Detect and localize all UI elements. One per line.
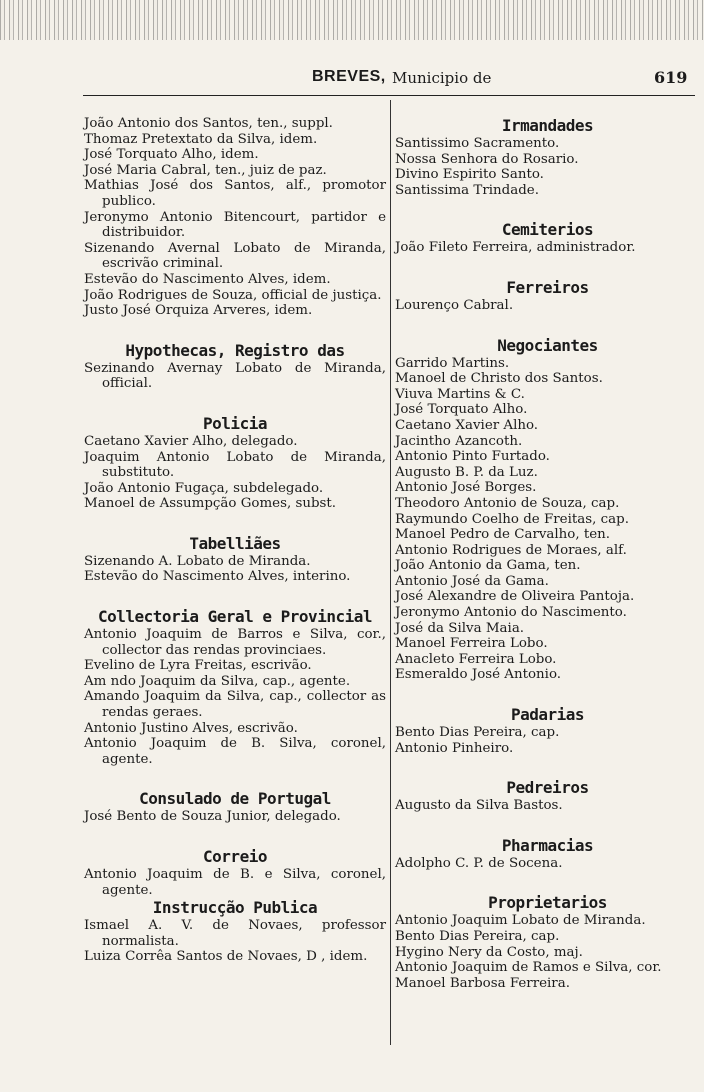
entry: Jacintho Azancoth. xyxy=(395,433,523,449)
entry: Anacleto Ferreira Lobo. xyxy=(395,651,557,667)
entry: José Bento de Souza Junior, delegado. xyxy=(84,809,341,825)
entry: Augusto B. P. da Luz. xyxy=(395,464,538,480)
entry: João Antonio Fugaça, subdelegado. xyxy=(84,480,324,496)
entry: Nossa Senhora do Rosario. xyxy=(395,151,579,167)
entry: Joaquim Antonio Lobato de Miranda, substituto. xyxy=(84,449,386,481)
entry: João Fileto Ferreira, administrador. xyxy=(395,240,636,256)
section-heading-padarias: Padarias xyxy=(510,705,585,725)
section-heading-pedreiros: Pedreiros xyxy=(506,778,589,798)
section-heading-negociantes: Negociantes xyxy=(497,335,598,355)
entry: Jeronymo Antonio Bitencourt, partidor e distribuidor. xyxy=(84,209,386,241)
entry: Antonio Joaquim de B. e Silva, coronel, agente. xyxy=(84,867,386,898)
municipality-name: BREVES, xyxy=(312,68,386,85)
entry: Jeronymo Antonio do Nascimento. xyxy=(395,605,627,621)
entry: Estevão do Nascimento Alves, interino. xyxy=(84,569,351,585)
section-heading-proprietarios: Proprietarios xyxy=(488,893,607,913)
section-heading-cemiterios: Cemiterios xyxy=(501,220,594,240)
entry: José Maria Cabral, ten., juiz de paz. xyxy=(84,162,327,178)
entry: Adolpho C. P. de Socena. xyxy=(395,855,563,871)
entry: Raymundo Coelho de Freitas, cap. xyxy=(395,511,629,527)
header-subtitle: Municipio de xyxy=(392,69,492,87)
entry: Antonio José da Gama. xyxy=(395,573,549,589)
page-number: 619 xyxy=(654,68,688,87)
entry: Theodoro Antonio de Souza, cap. xyxy=(395,495,620,511)
section-heading-correio: Correio xyxy=(203,847,267,866)
entry: Manoel Barbosa Ferreira. xyxy=(395,975,570,991)
entry: Antonio Justino Alves, escrivão. xyxy=(84,720,298,736)
section-heading-consulado: Consulado de Portugal xyxy=(139,789,331,809)
entry: Manoel de Assumpção Gomes, subst. xyxy=(84,496,337,512)
entry: Manoel Ferreira Lobo. xyxy=(395,636,548,652)
entry: Amando Joaquim da Silva, cap., collector as rendas geraes. xyxy=(84,689,386,721)
section-heading-irmandades: Irmandades xyxy=(501,116,594,135)
entry: Mathias José dos Santos, alf., promotor publico. xyxy=(84,178,386,209)
entry: Evelino de Lyra Freitas, escrivão. xyxy=(84,658,312,674)
entry: Garrido Martins. xyxy=(395,355,510,371)
entry: Estevão do Nascimento Alves, idem. xyxy=(84,271,331,287)
entry: Divino Espirito Santo. xyxy=(395,167,544,183)
entry: João Rodrigues de Souza, official de justiça. xyxy=(84,287,382,303)
page-header xyxy=(0,68,704,90)
entry: Antonio Joaquim de B. Silva, coronel, agente. xyxy=(84,736,386,767)
entry: Antonio José Borges. xyxy=(395,480,537,496)
entry: Antonio Pinto Furtado. xyxy=(395,449,550,465)
entry: Thomaz Pretextato da Silva, idem. xyxy=(84,131,318,147)
scan-noise-edge xyxy=(0,0,704,40)
entry: Sizenando A. Lobato de Miranda. xyxy=(84,553,311,569)
section-heading-collectoria: Collectoria Geral e Provincial xyxy=(98,607,372,627)
entry: Augusto da Silva Bastos. xyxy=(395,798,563,814)
entry: José Torquato Alho, idem. xyxy=(84,147,259,163)
entry: José Torquato Alho. xyxy=(395,402,528,418)
entry: Viuva Martins & C. xyxy=(395,386,525,402)
entry: Luiza Corrêa Santos de Novaes, D , idem. xyxy=(84,949,368,965)
entry: Antonio Pinheiro. xyxy=(395,740,514,756)
entry: Lourenço Cabral. xyxy=(395,297,514,313)
entry: Santissimo Sacramento. xyxy=(395,136,560,151)
entry: Antonio Joaquim de Barros e Silva, cor., collector das rendas provinciaes. xyxy=(84,627,386,658)
left-column xyxy=(84,116,386,965)
section-heading-policia: Policia xyxy=(203,413,267,433)
entry: Caetano Xavier Alho. xyxy=(395,417,539,433)
section-heading-instruccao: Instrucção Publica xyxy=(152,898,318,918)
entry: Bento Dias Pereira, cap. xyxy=(395,725,560,741)
section-heading-hypothecas: Hypothecas, Registro das xyxy=(125,340,345,360)
entry: Caetano Xavier Alho, delegado. xyxy=(84,433,298,449)
header-rule xyxy=(83,95,695,96)
entry: Ismael A. V. de Novaes, professor normalista. xyxy=(84,918,386,949)
entry: José da Silva Maia. xyxy=(395,620,525,636)
entry: João Antonio dos Santos, ten., suppl. xyxy=(84,116,333,131)
entry: Manoel de Christo dos Santos. xyxy=(395,371,603,387)
section-heading-tabelliaes: Tabelliães xyxy=(189,533,281,553)
entry: Antonio Joaquim Lobato de Miranda. xyxy=(395,913,646,929)
entry: José Alexandre de Oliveira Pantoja. xyxy=(395,589,635,605)
entry: João Antonio da Gama, ten. xyxy=(395,558,581,574)
right-column xyxy=(395,116,700,991)
entry: Justo José Orquiza Arveres, idem. xyxy=(84,303,313,319)
entry: Hygino Nery da Costo, maj. xyxy=(395,944,583,960)
entry: Sezinando Avernay Lobato de Miranda, official. xyxy=(84,360,386,392)
entry: Sizenando Avernal Lobato de Miranda, escrivão criminal. xyxy=(84,240,386,272)
entry: Antonio Rodrigues de Moraes, alf. xyxy=(395,542,627,558)
entry: Santissima Trindade. xyxy=(395,182,539,198)
entry: Esmeraldo José Antonio. xyxy=(395,667,562,683)
entry: Antonio Joaquim de Ramos e Silva, cor. xyxy=(395,960,662,976)
section-heading-ferreiros: Ferreiros xyxy=(506,277,589,297)
section-heading-pharmacias: Pharmacias xyxy=(501,835,594,855)
column-divider xyxy=(390,100,391,1045)
entry: Manoel Pedro de Carvalho, ten. xyxy=(395,527,611,543)
entry: Bento Dias Pereira, cap. xyxy=(395,929,560,944)
entry: Am ndo Joaquim da Silva, cap., agente. xyxy=(84,673,351,689)
